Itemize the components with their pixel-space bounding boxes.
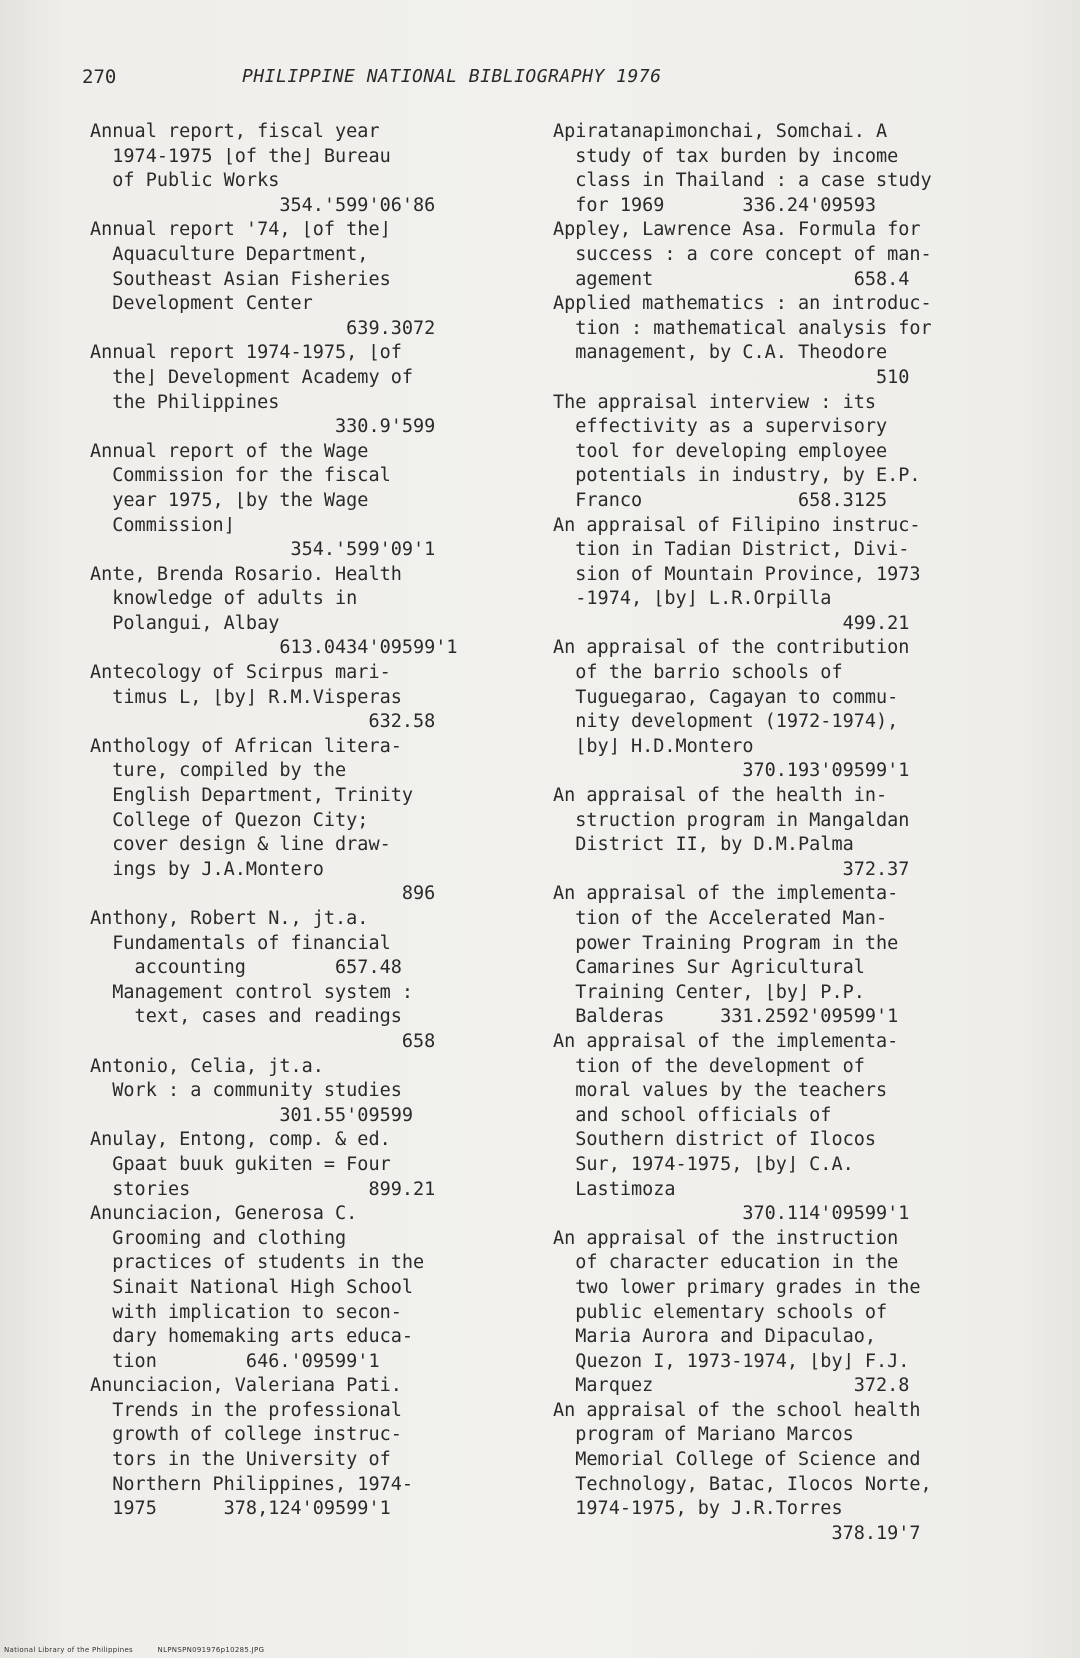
entry-line: 378.19'7 bbox=[553, 1522, 921, 1544]
bibliography-entry bbox=[553, 292, 963, 390]
entry-line: Memorial College of Science and bbox=[553, 1449, 921, 1471]
footer-file-id: NLPNSPN091976p10285.JPG bbox=[157, 1646, 265, 1654]
bibliography-entry bbox=[553, 120, 963, 218]
entry-line: An appraisal of the school health bbox=[553, 1399, 921, 1421]
entry-line: class in Thailand : a case study bbox=[553, 170, 932, 192]
entry-line: with implication to secon- bbox=[90, 1301, 402, 1323]
entry-line: ings by J.A.Montero bbox=[90, 858, 324, 880]
bibliography-entry bbox=[90, 1374, 470, 1522]
entry-line: success : a core concept of man- bbox=[553, 243, 932, 265]
entry-line: Applied mathematics : an introduc- bbox=[553, 293, 932, 315]
entry-line: the⌋ Development Academy of bbox=[90, 366, 414, 388]
entry-line: Grooming and clothing bbox=[90, 1227, 347, 1249]
entry-line: 1974-1975, by J.R.Torres bbox=[553, 1498, 843, 1520]
entry-line: ture, compiled by the bbox=[90, 760, 347, 782]
entry-line: tion 646.'09599'1 bbox=[90, 1350, 380, 1372]
entry-line: struction program in Mangaldan bbox=[553, 809, 910, 831]
entry-line: District II, by D.M.Palma bbox=[553, 834, 854, 856]
entry-line: Marquez 372.8 bbox=[553, 1375, 910, 1397]
bibliography-entry bbox=[90, 661, 470, 735]
entry-line: of the barrio schools of bbox=[553, 662, 843, 684]
bibliography-entry bbox=[553, 1227, 963, 1399]
entry-line: 372.37 bbox=[553, 858, 910, 880]
entry-line: Maria Aurora and Dipaculao, bbox=[553, 1326, 877, 1348]
entry-line: Northern Philippines, 1974- bbox=[90, 1473, 414, 1495]
entry-line: Balderas 331.2592'09599'1 bbox=[553, 1006, 899, 1028]
entry-line: agement 658.4 bbox=[553, 268, 910, 290]
entry-line: Antonio, Celia, jt.a. bbox=[90, 1055, 324, 1077]
bibliography-entry bbox=[553, 514, 963, 637]
page-header bbox=[82, 66, 1020, 96]
entry-line: Technology, Batac, Ilocos Norte, bbox=[553, 1473, 932, 1495]
entry-line: of Public Works bbox=[90, 170, 280, 192]
entry-line: 370.193'09599'1 bbox=[553, 760, 910, 782]
entry-line: Franco 658.3125 bbox=[553, 489, 888, 511]
entry-line: 354.'599'06'86 bbox=[90, 194, 436, 216]
entry-line: Southern district of Ilocos bbox=[553, 1129, 877, 1151]
entry-line: 301.55'09599 bbox=[90, 1104, 414, 1126]
entry-line: program of Mariano Marcos bbox=[553, 1424, 854, 1446]
entry-line: Quezon I, 1973-1974, ⌊by⌋ F.J. bbox=[553, 1350, 910, 1372]
entry-line: 370.114'09599'1 bbox=[553, 1203, 910, 1225]
right-column bbox=[553, 120, 963, 1546]
entry-line: moral values by the teachers bbox=[553, 1080, 888, 1102]
entry-line: management, by C.A. Theodore bbox=[553, 342, 888, 364]
scan-footer bbox=[4, 1646, 286, 1654]
entry-line: 632.58 bbox=[90, 711, 436, 733]
entry-line: College of Quezon City; bbox=[90, 809, 369, 831]
entry-line: Trends in the professional bbox=[90, 1399, 402, 1421]
entry-line: the Philippines bbox=[90, 391, 280, 413]
entry-line: Aquaculture Department, bbox=[90, 243, 369, 265]
entry-line: growth of college instruc- bbox=[90, 1424, 402, 1446]
entry-line: Sinait National High School bbox=[90, 1276, 414, 1298]
entry-line: Commission for the fiscal bbox=[90, 465, 391, 487]
entry-line: English Department, Trinity bbox=[90, 785, 414, 807]
entry-line: Development Center bbox=[90, 293, 313, 315]
entry-line: 613.0434'09599'1 bbox=[90, 637, 458, 659]
entry-line: practices of students in the bbox=[90, 1252, 425, 1274]
entry-line: An appraisal of the instruction bbox=[553, 1227, 899, 1249]
entry-line: public elementary schools of bbox=[553, 1301, 888, 1323]
left-column bbox=[90, 120, 470, 1522]
entry-line: 354.'599'09'1 bbox=[90, 539, 436, 561]
entry-line: Fundamentals of financial bbox=[90, 932, 391, 954]
bibliography-entry bbox=[90, 735, 470, 907]
entry-line: nity development (1972-1974), bbox=[553, 711, 899, 733]
entry-line: sion of Mountain Province, 1973 bbox=[553, 563, 921, 585]
entry-line: Antecology of Scirpus mari- bbox=[90, 662, 391, 684]
entry-line: 1974-1975 ⌊of the⌋ Bureau bbox=[90, 145, 391, 167]
entry-line: An appraisal of Filipino instruc- bbox=[553, 514, 921, 536]
entry-line: cover design & line draw- bbox=[90, 834, 391, 856]
entry-line: tion : mathematical analysis for bbox=[553, 317, 932, 339]
entry-line: 639.3072 bbox=[90, 317, 436, 339]
entry-line: Camarines Sur Agricultural bbox=[553, 957, 865, 979]
entry-line: text, cases and readings bbox=[90, 1006, 402, 1028]
entry-line: Anthology of African litera- bbox=[90, 735, 402, 757]
bibliography-entry bbox=[553, 218, 963, 292]
entry-line: Work : a community studies bbox=[90, 1080, 402, 1102]
entry-line: Commission⌋ bbox=[90, 514, 235, 536]
entry-line: tion of the development of bbox=[553, 1055, 865, 1077]
entry-line: An appraisal of the implementa- bbox=[553, 1030, 899, 1052]
entry-line: Anunciacion, Generosa C. bbox=[90, 1203, 358, 1225]
entry-line: An appraisal of the implementa- bbox=[553, 883, 899, 905]
bibliography-entry bbox=[90, 1202, 470, 1374]
entry-line: tool for developing employee bbox=[553, 440, 888, 462]
entry-line: dary homemaking arts educa- bbox=[90, 1326, 414, 1348]
entry-line: 330.9'599 bbox=[90, 416, 436, 438]
entry-line: Gpaat buuk gukiten = Four bbox=[90, 1153, 391, 1175]
entry-line: Training Center, ⌊by⌋ P.P. bbox=[553, 981, 865, 1003]
bibliography-entry bbox=[90, 120, 470, 218]
entry-line: 896 bbox=[90, 883, 436, 905]
entry-line: Tuguegarao, Cagayan to commu- bbox=[553, 686, 899, 708]
bibliography-entry bbox=[90, 341, 470, 439]
entry-line: An appraisal of the contribution bbox=[553, 637, 910, 659]
entry-line: Annual report '74, ⌊of the⌋ bbox=[90, 219, 391, 241]
entry-line: Lastimoza bbox=[553, 1178, 676, 1200]
entry-line: -1974, ⌊by⌋ L.R.Orpilla bbox=[553, 588, 832, 610]
bibliography-entry bbox=[553, 784, 963, 882]
entry-line: Annual report, fiscal year bbox=[90, 121, 380, 142]
entry-line: 658 bbox=[90, 1030, 436, 1052]
entry-line: Sur, 1974-1975, ⌊by⌋ C.A. bbox=[553, 1153, 854, 1175]
entry-line: 499.21 bbox=[553, 612, 910, 634]
bibliography-entry bbox=[90, 440, 470, 563]
entry-line: The appraisal interview : its bbox=[553, 391, 877, 413]
entry-line: 510 bbox=[553, 366, 910, 388]
bibliography-entry bbox=[90, 563, 470, 661]
entry-line: An appraisal of the health in- bbox=[553, 785, 888, 807]
entry-line: stories 899.21 bbox=[90, 1178, 436, 1200]
bibliography-entry bbox=[90, 1128, 470, 1202]
entry-line: study of tax burden by income bbox=[553, 145, 899, 167]
entry-line: for 1969 336.24'09593 bbox=[553, 194, 877, 216]
entry-line: Management control system : bbox=[90, 981, 414, 1003]
entry-line: tion in Tadian District, Divi- bbox=[553, 539, 910, 561]
bibliography-entry bbox=[553, 1399, 963, 1547]
bibliography-entry bbox=[553, 636, 963, 784]
footer-library: National Library of the Philippines bbox=[4, 1646, 133, 1654]
entry-line: Anunciacion, Valeriana Pati. bbox=[90, 1375, 402, 1397]
bibliography-entry bbox=[553, 882, 963, 1030]
entry-line: timus L, ⌊by⌋ R.M.Visperas bbox=[90, 686, 402, 708]
bibliography-entry bbox=[90, 218, 470, 341]
bibliography-entry bbox=[553, 391, 963, 514]
entry-line: two lower primary grades in the bbox=[553, 1276, 921, 1298]
entry-line: potentials in industry, by E.P. bbox=[553, 465, 921, 487]
entry-line: Polangui, Albay bbox=[90, 612, 280, 634]
entry-line: Ante, Brenda Rosario. Health bbox=[90, 563, 402, 585]
entry-line: tion of the Accelerated Man- bbox=[553, 908, 888, 929]
page-number: 270 bbox=[82, 66, 117, 88]
running-title: PHILIPPINE NATIONAL BIBLIOGRAPHY 1976 bbox=[242, 66, 662, 87]
entry-line: tors in the University of bbox=[90, 1449, 391, 1471]
entry-line: Apiratanapimonchai, Somchai. A bbox=[553, 121, 888, 142]
entry-line: Anthony, Robert N., jt.a. bbox=[90, 908, 369, 929]
entry-line: Annual report of the Wage bbox=[90, 440, 369, 462]
bibliography-entry bbox=[90, 907, 470, 1055]
entry-line: effectivity as a supervisory bbox=[553, 416, 888, 438]
entry-line: of character education in the bbox=[553, 1252, 899, 1274]
bibliography-entry bbox=[90, 1055, 470, 1129]
entry-line: Appley, Lawrence Asa. Formula for bbox=[553, 219, 921, 241]
entry-line: Annual report 1974-1975, ⌊of bbox=[90, 342, 402, 364]
entry-line: ⌊by⌋ H.D.Montero bbox=[553, 735, 754, 757]
entry-line: Southeast Asian Fisheries bbox=[90, 268, 391, 290]
entry-line: Anulay, Entong, comp. & ed. bbox=[90, 1129, 391, 1151]
entry-line: 1975 378,124'09599'1 bbox=[90, 1498, 391, 1520]
entry-line: power Training Program in the bbox=[553, 932, 899, 954]
bibliography-entry bbox=[553, 1030, 963, 1227]
entry-line: year 1975, ⌊by the Wage bbox=[90, 489, 369, 511]
entry-line: accounting 657.48 bbox=[90, 957, 402, 979]
entry-line: and school officials of bbox=[553, 1104, 832, 1126]
entry-line: knowledge of adults in bbox=[90, 588, 358, 610]
